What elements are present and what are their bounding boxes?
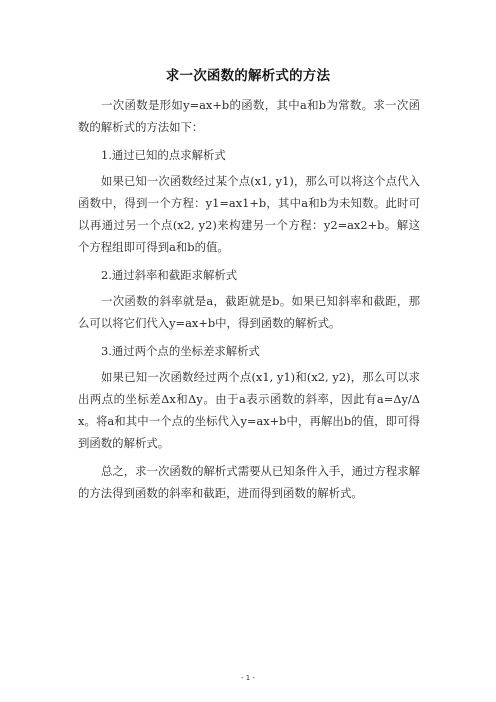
section-heading-3: 3.通过两个点的坐标差求解析式 [101,344,260,358]
document-body [78,94,420,510]
page-number: - 1 - [241,674,255,682]
section-heading-2: 2.通过斜率和截距求解析式 [101,268,238,282]
section-body-3: 如果已知一次函数经过两个点(x1, y1)和(x2, y2)，那么可以求出两点的坐标差Δx和Δy。由于a表示函数的斜率，因此有a=Δy/Δx。将a和其中一个点的坐标代入y=ax+b中，再解出b的值，即可得到函数的解析式。 [78,370,420,450]
section-heading-1: 1.通过已知的点求解析式 [101,148,226,162]
section-body-1: 如果已知一次函数经过某个点(x1, y1)，那么可以将这个点代入函数中，得到一个方程：y1=ax1+b，其中a和b为未知数。此时可以再通过另一个点(x2, y2)来构建另一个方程：y2=ax2+b。解这个方程组即可得到a和b的值。 [78,174,420,254]
document-title: 求一次函数的解析式的方法 [165,68,331,84]
intro-paragraph: 一次函数是形如y=ax+b的函数，其中a和b为常数。求一次函数的解析式的方法如下： [78,98,420,134]
conclusion-paragraph: 总之，求一次函数的解析式需要从已知条件入手，通过方程求解的方法得到函数的斜率和截距，进而得到函数的解析式。 [78,464,420,500]
section-body-2: 一次函数的斜率就是a，截距就是b。如果已知斜率和截距，那么可以将它们代入y=ax+b中，得到函数的解析式。 [78,294,420,330]
